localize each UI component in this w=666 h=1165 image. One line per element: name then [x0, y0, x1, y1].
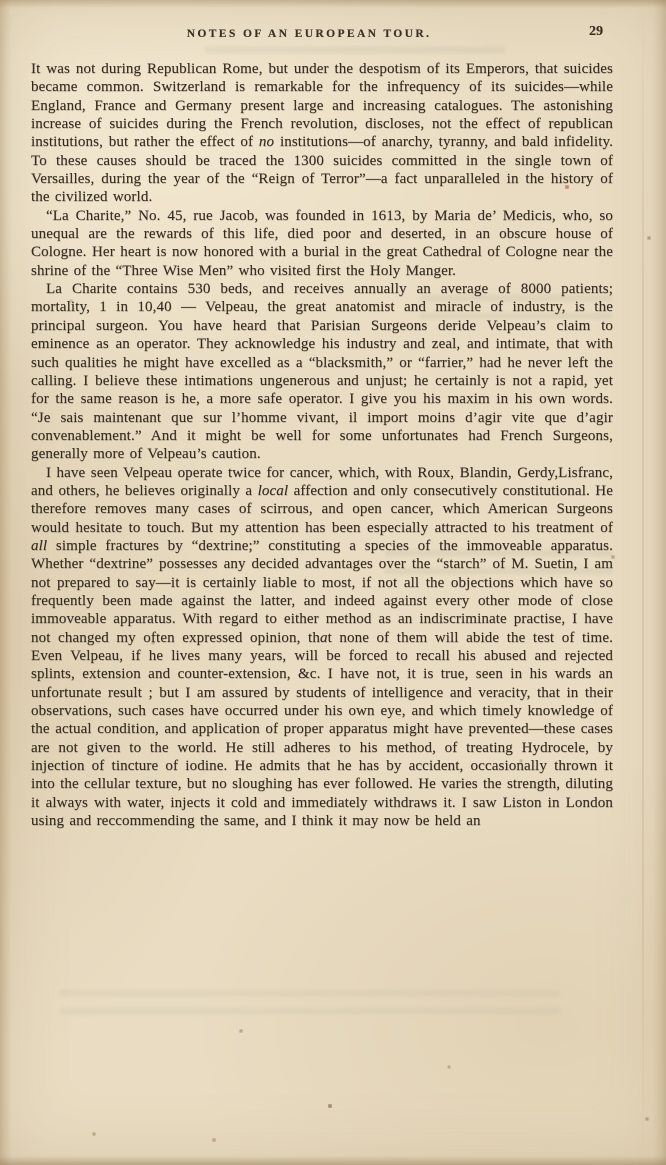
showthrough-smudge [60, 985, 560, 1019]
paper-specks [0, 0, 2, 2]
page-crease [642, 0, 644, 1165]
running-header-title: NOTES OF AN EUROPEAN TOUR. [186, 28, 432, 40]
paragraph: La Charite contains 530 beds, and receives annually an average of 8000 patients; mortality, 1 in 10,40 — Velpeau, the great anatomist and miracle of industry, is the principal surgeon. You have heard that Parisian Surgeons deride Velpeau’s claim to eminence as an operator. They acknowledge his industry and zeal, and intimate, that with such qualities he might have excelled as a “blacksmith,” or “farrier,” had he never left the calling. I believe these intimations ungenerous and unjust; he certainly is not a rapid, yet for the same reason is he, a more safe operator. I give you his maxim in his own words. “Je sais maintenant que sur l’homme vivant, il import moins d’agir vite que d’agir convenablement.” And it might be well for some unfortunates had French Surgeons, generally more of Velpeau’s caution. [31, 281, 613, 463]
paragraph: “La Charite,” No. 45, rue Jacob, was founded in 1613, by Maria de’ Medicis, who, so unequal are the rewards of this life, died poor and deserted, in an obscure house of Cologne. Her heart is now honored with a burial in the great Cathedral of Cologne near the shrine of the “Three Wise Men” who visited first the Holy Manger. [31, 207, 613, 279]
text-block [31, 22, 613, 830]
running-header [31, 22, 613, 46]
page-body [31, 60, 613, 830]
paragraph: It was not during Republican Rome, but under the despotism of its Emperors, that suicides became common. Switzerland is remarkable for the infrequency of its suicides—while England, France and Germany present large and increasing catalogues. The astonishing increase of suicides during the French revolution, discloses, not the effect of republican institutions, but rather the effect of no institutions—of anarchy, tyranny, and bald infidelity. To these causes should be traced the 1300 suicides committed in the single town of Versailles, during the year of the “Reign of Terror”—a fact unparalleled in the history of the civilized world. [31, 61, 613, 206]
paragraph: I have seen Velpeau operate twice for cancer, which, with Roux, Blandin, Gerdy,Lisfranc, and others, he believes originally a local affection and only consecutively constitutional. He therefore removes many cases of scirrous, and open cancer, which American Surgeons would hesitate to touch. But my attention has been especially attracted to his treatment of all simple fractures by “dextrine;” constituting a species of the immoveable apparatus. Whether “dextrine” possesses any decided advantages over the “starch” of M. Suetin, I am not prepared to say—it is certainly liable to most, if not all the objections which have so frequently been made against the latter, and indeed against every other mode of close immoveable apparatus. With regard to either method as an indiscriminate practise, I have not changed my often expressed opinion, that none of them will abide the test of time. Even Velpeau, if he lives many years, will be forced to recall his abused and rejected splints, extension and counter-extension, &c. I have not, it is true, seen in his wards an unfortunate result ; but I am assured by students of intelligence and veracity, that in their observations, such cases have occurred under his own eye, and which timely knowledge of the actual condition, and application of proper apparatus might have prevented—these cases are not given to the world. He still adheres to his method, of treating Hydrocele, by injection of tincture of iodine. He admits that he has by accident, occasionally thrown it into the cellular texture, but no sloughing has ever followed. He varies the strength, diluting it always with water, injects it cold and immediately withdraws it. I saw Liston in London using and reccommending the same, and I think it may now be held an [31, 464, 614, 830]
page-number: 29 [589, 24, 603, 39]
